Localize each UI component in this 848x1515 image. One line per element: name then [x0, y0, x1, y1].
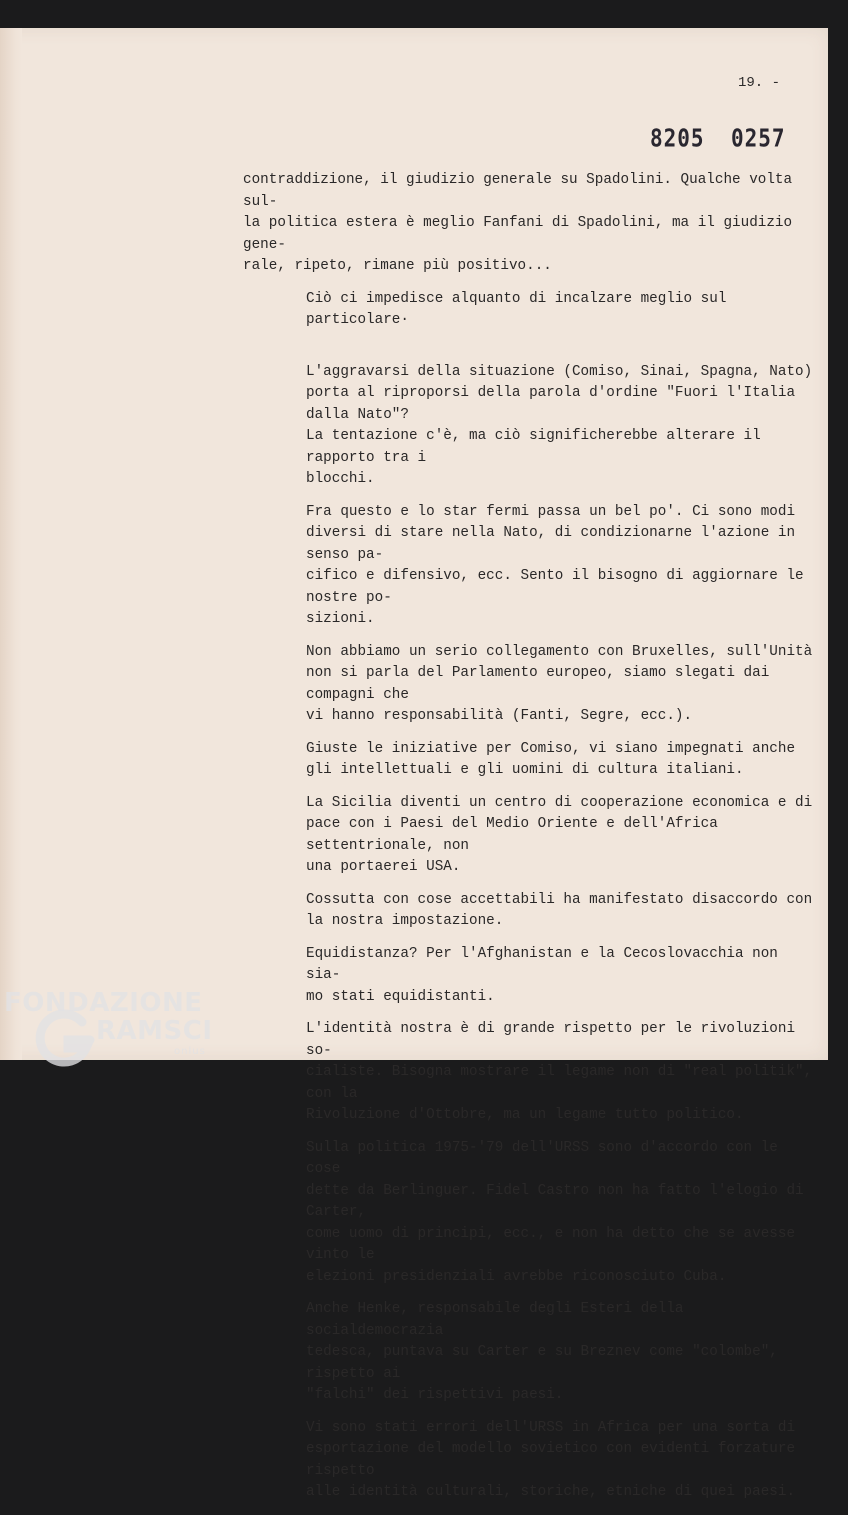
page-binding-edge	[0, 28, 22, 1060]
paragraph: contraddizione, il giudizio generale su Spadolini. Qualche volta sul- la politica estera è meglio Fanfani di Spadolini, ma il giudizio gene- rale, ripeto, rimane più positivo...	[243, 172, 793, 274]
paragraph: Anche Henke, responsabile degli Esteri della socialdemocrazia tedesca, puntava su Carter e su Breznev come "colombe", rispetto ai "falchi" dei rispettivi paesi.	[306, 1301, 778, 1403]
paragraph: L'aggravarsi della situazione (Comiso, Sinai, Spagna, Nato) porta al riproporsi della parola d'ordine "Fuori l'Italia dalla Nato"? La tentazione c'è, ma ciò significherebbe alterare il rapporto tra i blocchi.	[306, 363, 813, 487]
watermark-line-2: RAMSCI	[96, 1016, 213, 1046]
paragraph: L'identità nostra è di grande rispetto per le rivoluzioni so- cialiste. Bisogna mostrare il legame non di "real politik", con la Rivoluzione d'Ottobre, ma un legame tutto politico.	[306, 1021, 813, 1123]
page-number: 19. -	[738, 75, 781, 91]
paragraph: Ciò ci impedisce alquanto di incalzare meglio sul particolare·	[306, 290, 735, 328]
watermark-line-1: FONDAZIONE	[4, 988, 203, 1018]
paragraph: Equidistanza? Per l'Afghanistan e la Cecoslovacchia non sia- mo stati equidistanti.	[306, 945, 778, 1005]
paragraph: Sulla politica 1975-'79 dell'URSS sono d'accordo con le cose dette da Berlinguer. Fidel Castro non ha fatto l'elogio di Carter, come uomo di principi, ecc., e non ha detto che se avesse vinto le elezioni presidenziali avrebbe riconosciuto Cuba.	[306, 1139, 804, 1285]
document-body	[243, 170, 813, 1515]
paragraph: Giuste le iniziative per Comiso, vi siano impegnati anche gli intellettuali e gli uomini di cultura italiani.	[306, 740, 796, 778]
watermark-onlus: onlus	[174, 1046, 206, 1057]
paragraph: Vi sono stati errori dell'URSS in Africa per una sorta di esportazione del modello sovietico con evidenti forzature rispetto alle identità culturali, storiche, etniche di quei paesi.	[306, 1419, 796, 1500]
paragraph: La Sicilia diventi un centro di cooperazione economica e di pace con i Paesi del Medio Oriente e dell'Africa settentrionale, non una portaerei USA.	[306, 794, 813, 875]
fondazione-gramsci-watermark	[0, 988, 220, 1068]
archive-stamp-series: 8205	[650, 123, 705, 153]
archive-stamp-number: 0257	[731, 123, 786, 153]
paragraph: Non abbiamo un serio collegamento con Bruxelles, sull'Unità non si parla del Parlamento europeo, siamo slegati dai compagni che vi hanno responsabilità (Fanti, Segre, ecc.).	[306, 643, 813, 724]
gramsci-g-logo-icon	[32, 1010, 96, 1068]
paragraph: Fra questo e lo star fermi passa un bel po'. Ci sono modi diversi di stare nella Nato, di condizionarne l'azione in senso pa- cifico e difensivo, ecc. Sento il bisogno di aggiornare le nostre po- sizioni.	[306, 503, 804, 627]
paragraph: Cossutta con cose accettabili ha manifestato disaccordo con la nostra impostazione.	[306, 891, 813, 929]
